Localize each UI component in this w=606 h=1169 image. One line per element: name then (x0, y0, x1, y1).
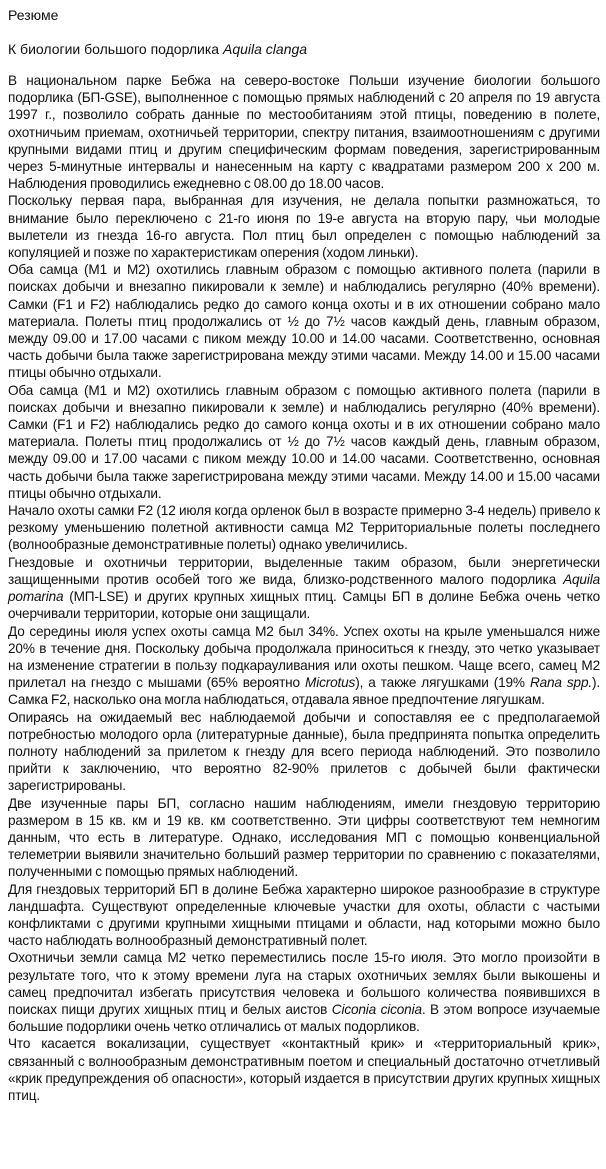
paragraph (8, 72, 600, 192)
paragraph-text: Оба самца (M1 и M2) охотились главным образом с помощью активного полета (парили в поисках добычи и внезапно пикировали к земле) и наблюдались регулярно (40% времени). Самки (F1 и F2) наблюдались редко до самого конца охоты и в их отношении собрано мало материала. Полеты птиц продолжались от ½ до 7½ часов каждый день, главным образом, между 09.00 и 17.00 часами с пиком между 10.00 и 14.00 часами. Соответственно, основная часть добычи была также зарегистрирована между этими часами. Между 14.00 и 15.00 часами птицы обычно отдыхали. (8, 382, 600, 501)
species-name: Ciconia ciconia (331, 1001, 422, 1017)
paragraph (8, 382, 600, 502)
species-name: Aquila pomarina (8, 571, 600, 605)
article-title (8, 40, 600, 58)
article-body (8, 72, 600, 1104)
species-name: Rana spp. (529, 675, 592, 691)
paragraph-text: Две изученные пары БП, согласно нашим наблюдениям, имели гнездовую территорию размером в 15 кв. км и 19 кв. км соответственно. Эти цифры соответствуют тем немногим данным, что есть в литературе. Однако, исследования МП с помощью конвенциальной телеметрии выявили значительно больший размер территории по сравнению с показателями, полученными с помощью прямых наблюдений. (8, 795, 600, 880)
paragraph (8, 1035, 600, 1104)
paragraph-text: ). Самка F2, насколько она могла наблюдаться, отдавала явное предпочтение лягушкам. (8, 675, 601, 708)
paragraph-text: Для гнездовых территорий БП в долине Бебжа характерно широкое разнообразие в структуре ландшафта. Существуют определенные ключевые участки для охоты, области с частыми конфликтами с другими крупными хищными птицами и области, над которыми можно было часто наблюдать волнообразный демонстративный полет. (8, 881, 600, 949)
paragraph (8, 623, 600, 709)
paragraph-text: Гнездовые и охотничьи территории, выделенные таким образом, были энергетически защищенными против особей того же вида, близко-родственного малого подорлика (8, 554, 600, 587)
section-heading: Резюме (8, 7, 59, 23)
paragraph (8, 709, 600, 795)
paragraph-text: (МП-LSE) и других крупных хищных птиц. Самцы БП в долине Бебжа очень четко очерчивали территории, которые они защищали. (8, 589, 600, 622)
paragraph (8, 192, 600, 261)
paragraph-text: Что касается вокализации, существует «контактный крик» и «территориальный крик», связанный с волнообразным демонстративным поетом и специальный достаточно отчетливый «крик предупреждения об опасности», который издается в присутствии других крупных хищных птиц. (8, 1036, 600, 1103)
paragraph (8, 502, 600, 554)
species-name: Microtus (305, 675, 356, 691)
paragraph-text: Начало охоты самки F2 (12 июля когда орленок был в возрасте примерно 3-4 недель) привело к резкому уменьшению полетной активности самца M2 Территориальные полеты последнего (волнообразные демонстративные полеты) однако увеличились. (8, 503, 600, 553)
paragraph-text: Поскольку первая пара, выбранная для изучения, не делала попытки размножаться, то внимание было переключено с 21-го июня по 19-е августа на вторую пару, чьи молодые вылетели из гнезда 16-го августа. Пол птиц был определен с помощью наблюдений за копуляцией и позже по характеристикам оперения (ходом линьки). (8, 193, 600, 261)
paragraph (8, 261, 600, 381)
paragraph-text: Оба самца (M1 и M2) охотились главным образом с помощью активного полета (парили в поисках добычи и внезапно пикировали к земле) и наблюдались регулярно (40% времени). Самки (F1 и F2) наблюдались редко до самого конца охоты и в их отношении собрано мало материала. Полеты птиц продолжались от ½ до 7½ часов каждый день, главным образом, между 09.00 и 17.00 часами с пиком между 10.00 и 14.00 часами. Соответственно, основная часть добычи была также зарегистрирована между этими часами. Между 14.00 и 15.00 часами птицы обычно отдыхали. (8, 262, 600, 381)
paragraph-text: . В этом вопросе изучаемые большие подорлики очень четко отличались от малых подорликов. (8, 1001, 600, 1035)
paragraph (8, 554, 600, 623)
paragraph (8, 949, 600, 1035)
paragraph-text: Охотничьи земли самца M2 четко переместились после 15-го июля. Это могло произойти в результате того, что к этому времени луга на старых охотничьих землях были выкошены и самец предпочитал избегать присутствия человека и большого количества появившихся в поисках пищи других хищных птиц и белых аистов (8, 950, 600, 1017)
paragraph-text: До середины июля успех охоты самца M2 был 34%. Успех охоты на крыле уменьшался ниже 20% в течение дня. Поскольку добыча продолжала приноситься к гнезду, это четко указывает на изменение стратегии в пользу подкарауливания или охоты пешком. Чаще всего, самец M2 прилетал на гнездо с мышами (65% вероятно (8, 623, 600, 691)
title-species: Aquila clanga (222, 41, 308, 57)
paragraph (8, 795, 600, 881)
title-text: К биологии большого подорлика (8, 41, 223, 57)
paragraph (8, 881, 600, 950)
paragraph-text: ), а также лягушками (19% (355, 675, 530, 691)
paragraph-text: Опираясь на ожидаемый вес наблюдаемой добычи и сопоставляя ее с предполагаемой потребностью молодого орла (литературные данные), была предпринята попытка определить полноту наблюдений за прилетом к гнезду для всего периода наблюдений. Это позволило прийти к заключению, что вероятно 82-90% прилетов с добычей были фактически зарегистрированы. (8, 709, 600, 794)
paragraph-text: В национальном парке Бебжа на северо-востоке Польши изучение биологии большого подорлика (БП-GSE), выполненное с помощью прямых наблюдений с 20 апреля по 19 августа 1997 г., позволило собрать данные по местообитаниям этой птицы, поведению в полете, охотничьим приемам, охотничьей территории, спектру питания, взаимоотношениям с другими крупными видами птиц и другим специфическим формам поведения, зарегистрированным через 5-минутные интервалы и нанесенным на карту с квадратами размером 200 х 200 м. Наблюдения проводились ежедневно с 08.00 до 18.00 часов. (8, 73, 600, 192)
